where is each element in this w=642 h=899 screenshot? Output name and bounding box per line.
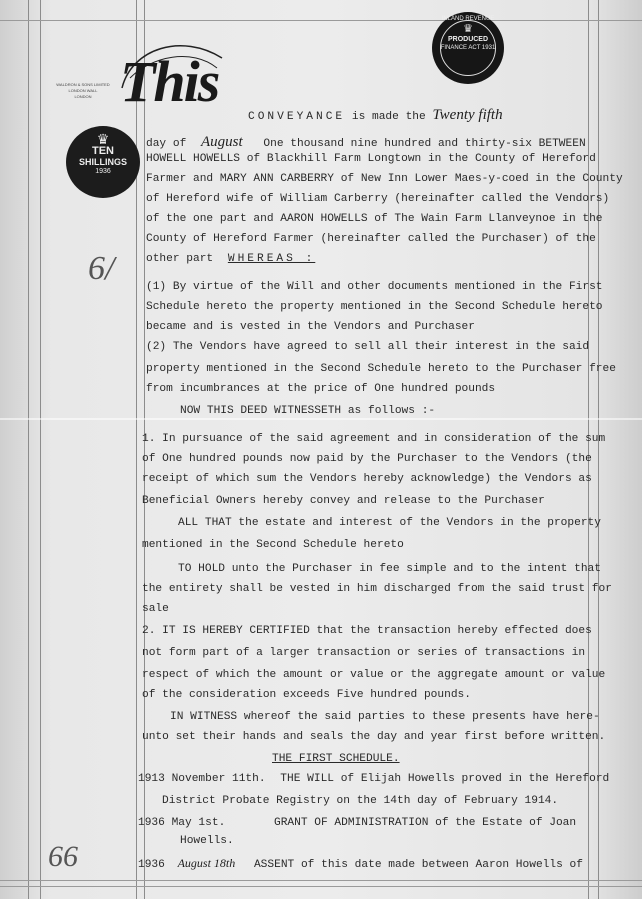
body-line: unto set their hands and seals the day and year first before written. bbox=[142, 731, 606, 743]
whereas-heading: WHEREAS : bbox=[227, 253, 316, 265]
printer-name: WALDRON & SONS LIMITED bbox=[56, 82, 110, 87]
this-heading: This bbox=[120, 49, 219, 114]
margin-rule-inner-left bbox=[40, 0, 41, 899]
schedule-entry-text: ASSENT of this date made between Aaron Howells of bbox=[253, 859, 583, 871]
printer-address: LONDON WALL bbox=[68, 88, 98, 93]
body-line: IN WITNESS whereof the said parties to these presents have here- bbox=[170, 711, 600, 723]
body-line: not form part of a larger transaction or series of transactions in bbox=[142, 647, 586, 659]
margin-rule-outer-left bbox=[28, 0, 29, 899]
schedule-entry-date: 1936 May 1st. bbox=[138, 817, 226, 829]
schedule-entry-continuation: District Probate Registry on the 14th day of February 1914. bbox=[162, 795, 559, 807]
margin-pencil-mark: 6/ bbox=[88, 250, 115, 287]
crown-icon: ♛ bbox=[463, 23, 473, 35]
stamp-year: 1936 bbox=[95, 168, 111, 175]
body-line: from incumbrances at the price of One hundred pounds bbox=[146, 383, 496, 395]
body-line: mentioned in the Second Schedule hereto bbox=[142, 539, 404, 551]
day-of-line bbox=[146, 135, 586, 151]
schedule-entry-continuation: Howells. bbox=[180, 835, 234, 847]
body-line: of the consideration exceeds Five hundred pounds. bbox=[142, 689, 471, 701]
conveyance-line bbox=[248, 108, 503, 124]
other-part-text: other part bbox=[146, 253, 214, 265]
bottom-rule bbox=[0, 880, 642, 881]
crown-icon: ♛ bbox=[96, 131, 110, 147]
stamp-shillings-label: SHILLINGS bbox=[78, 157, 127, 167]
body-line: the entirety shall be vested in him discharged from the said trust for bbox=[142, 583, 612, 595]
body-line: County of Hereford Farmer (hereinafter called the Purchaser) of the bbox=[146, 233, 596, 245]
paper-fold bbox=[0, 418, 642, 420]
stamp-ring bbox=[440, 20, 496, 76]
stamp-finance-act: FINANCE ACT 1931 bbox=[440, 45, 496, 51]
schedule-entry bbox=[138, 772, 609, 786]
schedule-title: THE FIRST SCHEDULE. bbox=[272, 753, 400, 765]
stamp-revenue-top: INLAND REVENUE bbox=[441, 16, 495, 22]
margin-rule-right-2 bbox=[598, 0, 599, 899]
top-rule bbox=[0, 20, 642, 21]
schedule-entry-date: 1913 November 11th. bbox=[138, 773, 266, 785]
margin-rule-right bbox=[588, 0, 589, 899]
body-line: of the one part and AARON HOWELLS of The Wain Farm Llanveynoe in the bbox=[146, 213, 603, 225]
body-line bbox=[146, 252, 315, 266]
witnesseth-line: NOW THIS DEED WITNESSETH as follows :- bbox=[180, 405, 436, 417]
schedule-entry-date-handwritten: August 18th bbox=[177, 856, 236, 870]
body-line: TO HOLD unto the Purchaser in fee simple and to the intent that bbox=[178, 563, 601, 575]
printer-imprint bbox=[52, 82, 114, 100]
printer-city: LONDON bbox=[74, 94, 92, 99]
body-line: HOWELL HOWELLS of Blackhill Farm Longtown in the County of Hereford bbox=[146, 153, 596, 165]
conveyance-word: CONVEYANCE bbox=[248, 111, 346, 123]
body-line: of Hereford wife of William Carberry (hereinafter called the Vendors) bbox=[146, 193, 610, 205]
schedule-entry bbox=[138, 816, 576, 830]
stamp-ten-label: TEN bbox=[92, 145, 114, 157]
ten-shillings-stamp bbox=[66, 126, 140, 198]
body-line: (2) The Vendors have agreed to sell all their interest in the said bbox=[146, 341, 590, 353]
body-line: of One hundred pounds now paid by the Purchaser to the Vendors (the bbox=[142, 453, 592, 465]
body-line: respect of which the amount or value or the aggregate amount or value bbox=[142, 669, 606, 681]
day-of-text: day of bbox=[146, 138, 187, 150]
is-made-the-text: is made the bbox=[351, 111, 426, 123]
body-line: ALL THAT the estate and interest of the Vendors in the property bbox=[178, 517, 601, 529]
body-line: (1) By virtue of the Will and other documents mentioned in the First bbox=[146, 281, 603, 293]
body-line: Beneficial Owners hereby convey and release to the Purchaser bbox=[142, 495, 545, 507]
body-line: sale bbox=[142, 603, 169, 615]
schedule-entry bbox=[138, 856, 583, 872]
margin-rule-text-left-2 bbox=[144, 0, 145, 899]
schedule-entry-text: GRANT OF ADMINISTRATION of the Estate of Joan bbox=[274, 817, 577, 829]
body-line: One thousand nine hundred and thirty-six BETWEEN bbox=[263, 138, 586, 150]
body-line: Schedule hereto the property mentioned in the Second Schedule hereto bbox=[146, 301, 603, 313]
body-line: property mentioned in the Second Schedule hereto to the Purchaser free bbox=[146, 363, 616, 375]
schedule-entry-text: THE WILL of Elijah Howells proved in the Hereford bbox=[280, 773, 610, 785]
body-line: became and is vested in the Vendors and Purchaser bbox=[146, 321, 475, 333]
month-handwritten: August bbox=[201, 134, 243, 150]
body-line: receipt of which sum the Vendors hereby acknowledge) the Vendors as bbox=[142, 473, 592, 485]
body-line: 2. IT IS HEREBY CERTIFIED that the transaction hereby effected does bbox=[142, 625, 592, 637]
stamp-produced-label: PRODUCED bbox=[447, 36, 489, 43]
bottom-rule-2 bbox=[0, 886, 642, 887]
inland-revenue-stamp bbox=[432, 12, 504, 84]
body-line: 1. In pursuance of the said agreement and in consideration of the sum bbox=[142, 433, 606, 445]
body-line: Farmer and MARY ANN CARBERRY of New Inn Lower Maes-y-coed in the County bbox=[146, 173, 623, 185]
margin-pencil-number: 66 bbox=[48, 840, 78, 873]
date-handwritten: Twenty fifth bbox=[432, 107, 503, 123]
schedule-entry-date: 1936 bbox=[138, 859, 165, 871]
